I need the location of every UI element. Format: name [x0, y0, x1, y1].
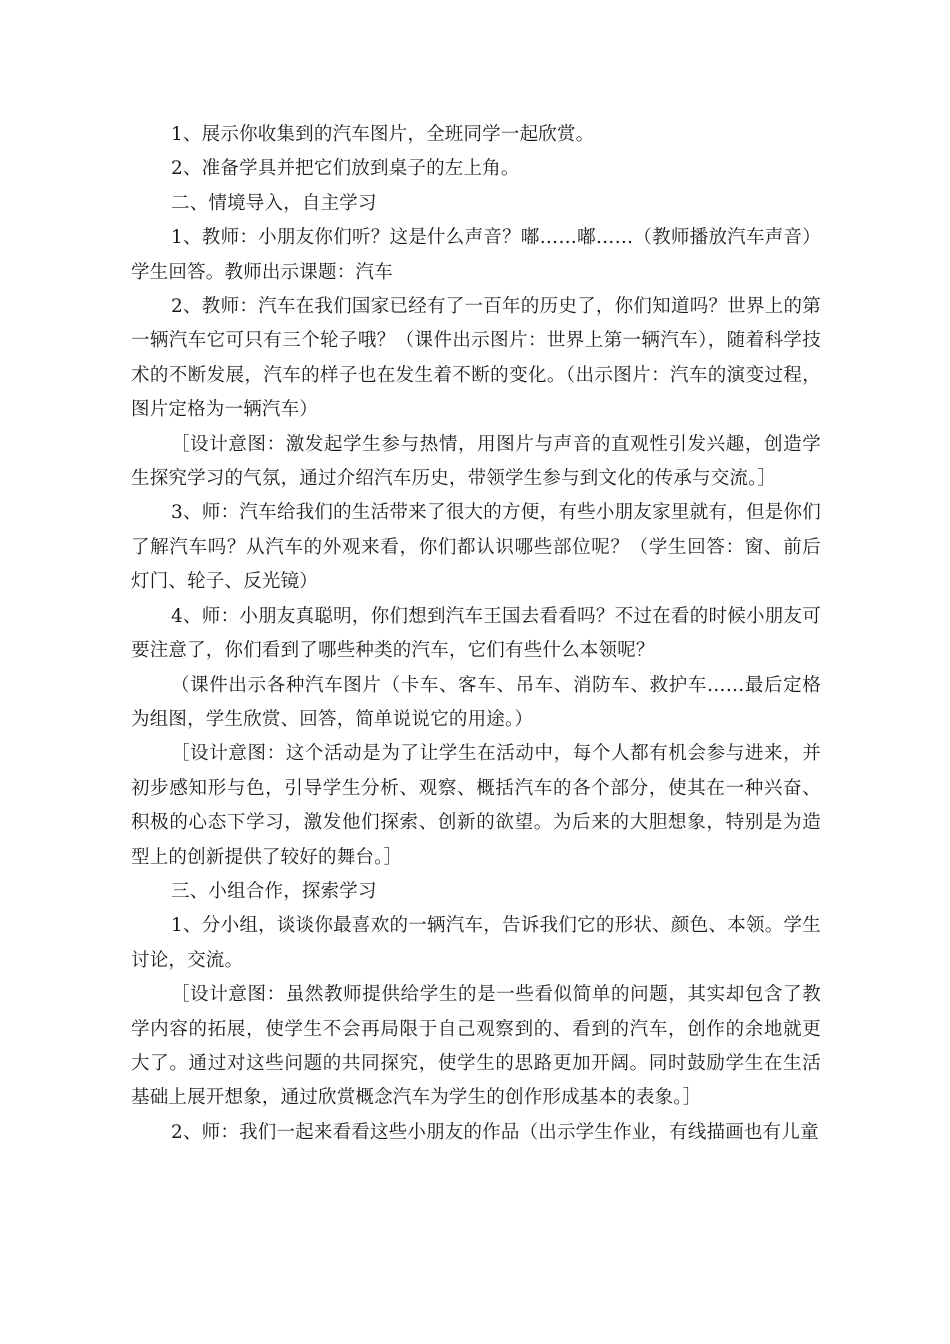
- document-body: [131, 118, 821, 1150]
- paragraph-intro-3: 3、师：汽车给我们的生活带来了很大的方便，有些小朋友家里就有，但是你们了解汽车吗？从汽车的外观来看，你们都认识哪些部位呢？（学生回答：窗、前后灯门、轮子、反光镜）: [131, 502, 821, 593]
- paragraph-group-1: 1、分小组，谈谈你最喜欢的一辆汽车，告诉我们它的形状、颜色、本领。学生讨论，交流。: [131, 915, 821, 971]
- paragraph-intro-2: 2、教师：汽车在我们国家已经有了一百年的历史了，你们知道吗？世界上的第一辆汽车它可只有三个轮子哦？（课件出示图片：世界上第一辆汽车），随着科学技术的不断发展，汽车的样子也在发生着不断的变化。（出示图片：汽车的演变过程，图片定格为一辆汽车）: [131, 296, 821, 421]
- section-heading-3: 三、小组合作，探索学习: [171, 880, 377, 902]
- design-intent-3: ［设计意图：虽然教师提供给学生的是一些看似简单的问题，其实却包含了教学内容的拓展，使学生不会再局限于自己观察到的、看到的汽车，创作的余地就更大了。通过对这些问题的共同探究，使学生的思路更加开阔。同时鼓励学生在生活基础上展开想象，通过欣赏概念汽车为学生的创作形成基本的表象。］: [131, 984, 821, 1109]
- design-intent-2: ［设计意图：这个活动是为了让学生在活动中，每个人都有机会参与进来，并初步感知形与色，引导学生分析、观察、概括汽车的各个部分，使其在一种兴奋、积极的心态下学习，激发他们探索、创新的欲望。为后来的大胆想象，特别是为造型上的创新提供了较好的舞台。］: [131, 743, 821, 868]
- paragraph-intro-1: 1、教师：小朋友你们听？这是什么声音？嘟……嘟……（教师播放汽车声音）学生回答。教师出示课题：汽车: [131, 227, 821, 283]
- design-intent-1: ［设计意图：激发起学生参与热情，用图片与声音的直观性引发兴趣，创造学生探究学习的气氛，通过介绍汽车历史，带领学生参与到文化的传承与交流。］: [131, 433, 821, 490]
- paragraph-prep-2: 2、准备学具并把它们放到桌子的左上角。: [171, 158, 520, 180]
- paragraph-group-2: 2、师：我们一起来看看这些小朋友的作品（出示学生作业，有线描画也有儿童: [171, 1121, 819, 1143]
- paragraph-courseware: （课件出示各种汽车图片（卡车、客车、吊车、消防车、救护车……最后定格为组图，学生欣赏、回答，简单说说它的用途。）: [131, 674, 821, 730]
- paragraph-prep-1: 1、展示你收集到的汽车图片，全班同学一起欣赏。: [171, 124, 595, 145]
- section-heading-2: 二、情境导入，自主学习: [171, 192, 377, 214]
- paragraph-intro-4: 4、师：小朋友真聪明，你们想到汽车王国去看看吗？不过在看的时候小朋友可要注意了，你们看到了哪些种类的汽车，它们有些什么本领呢？: [131, 605, 821, 662]
